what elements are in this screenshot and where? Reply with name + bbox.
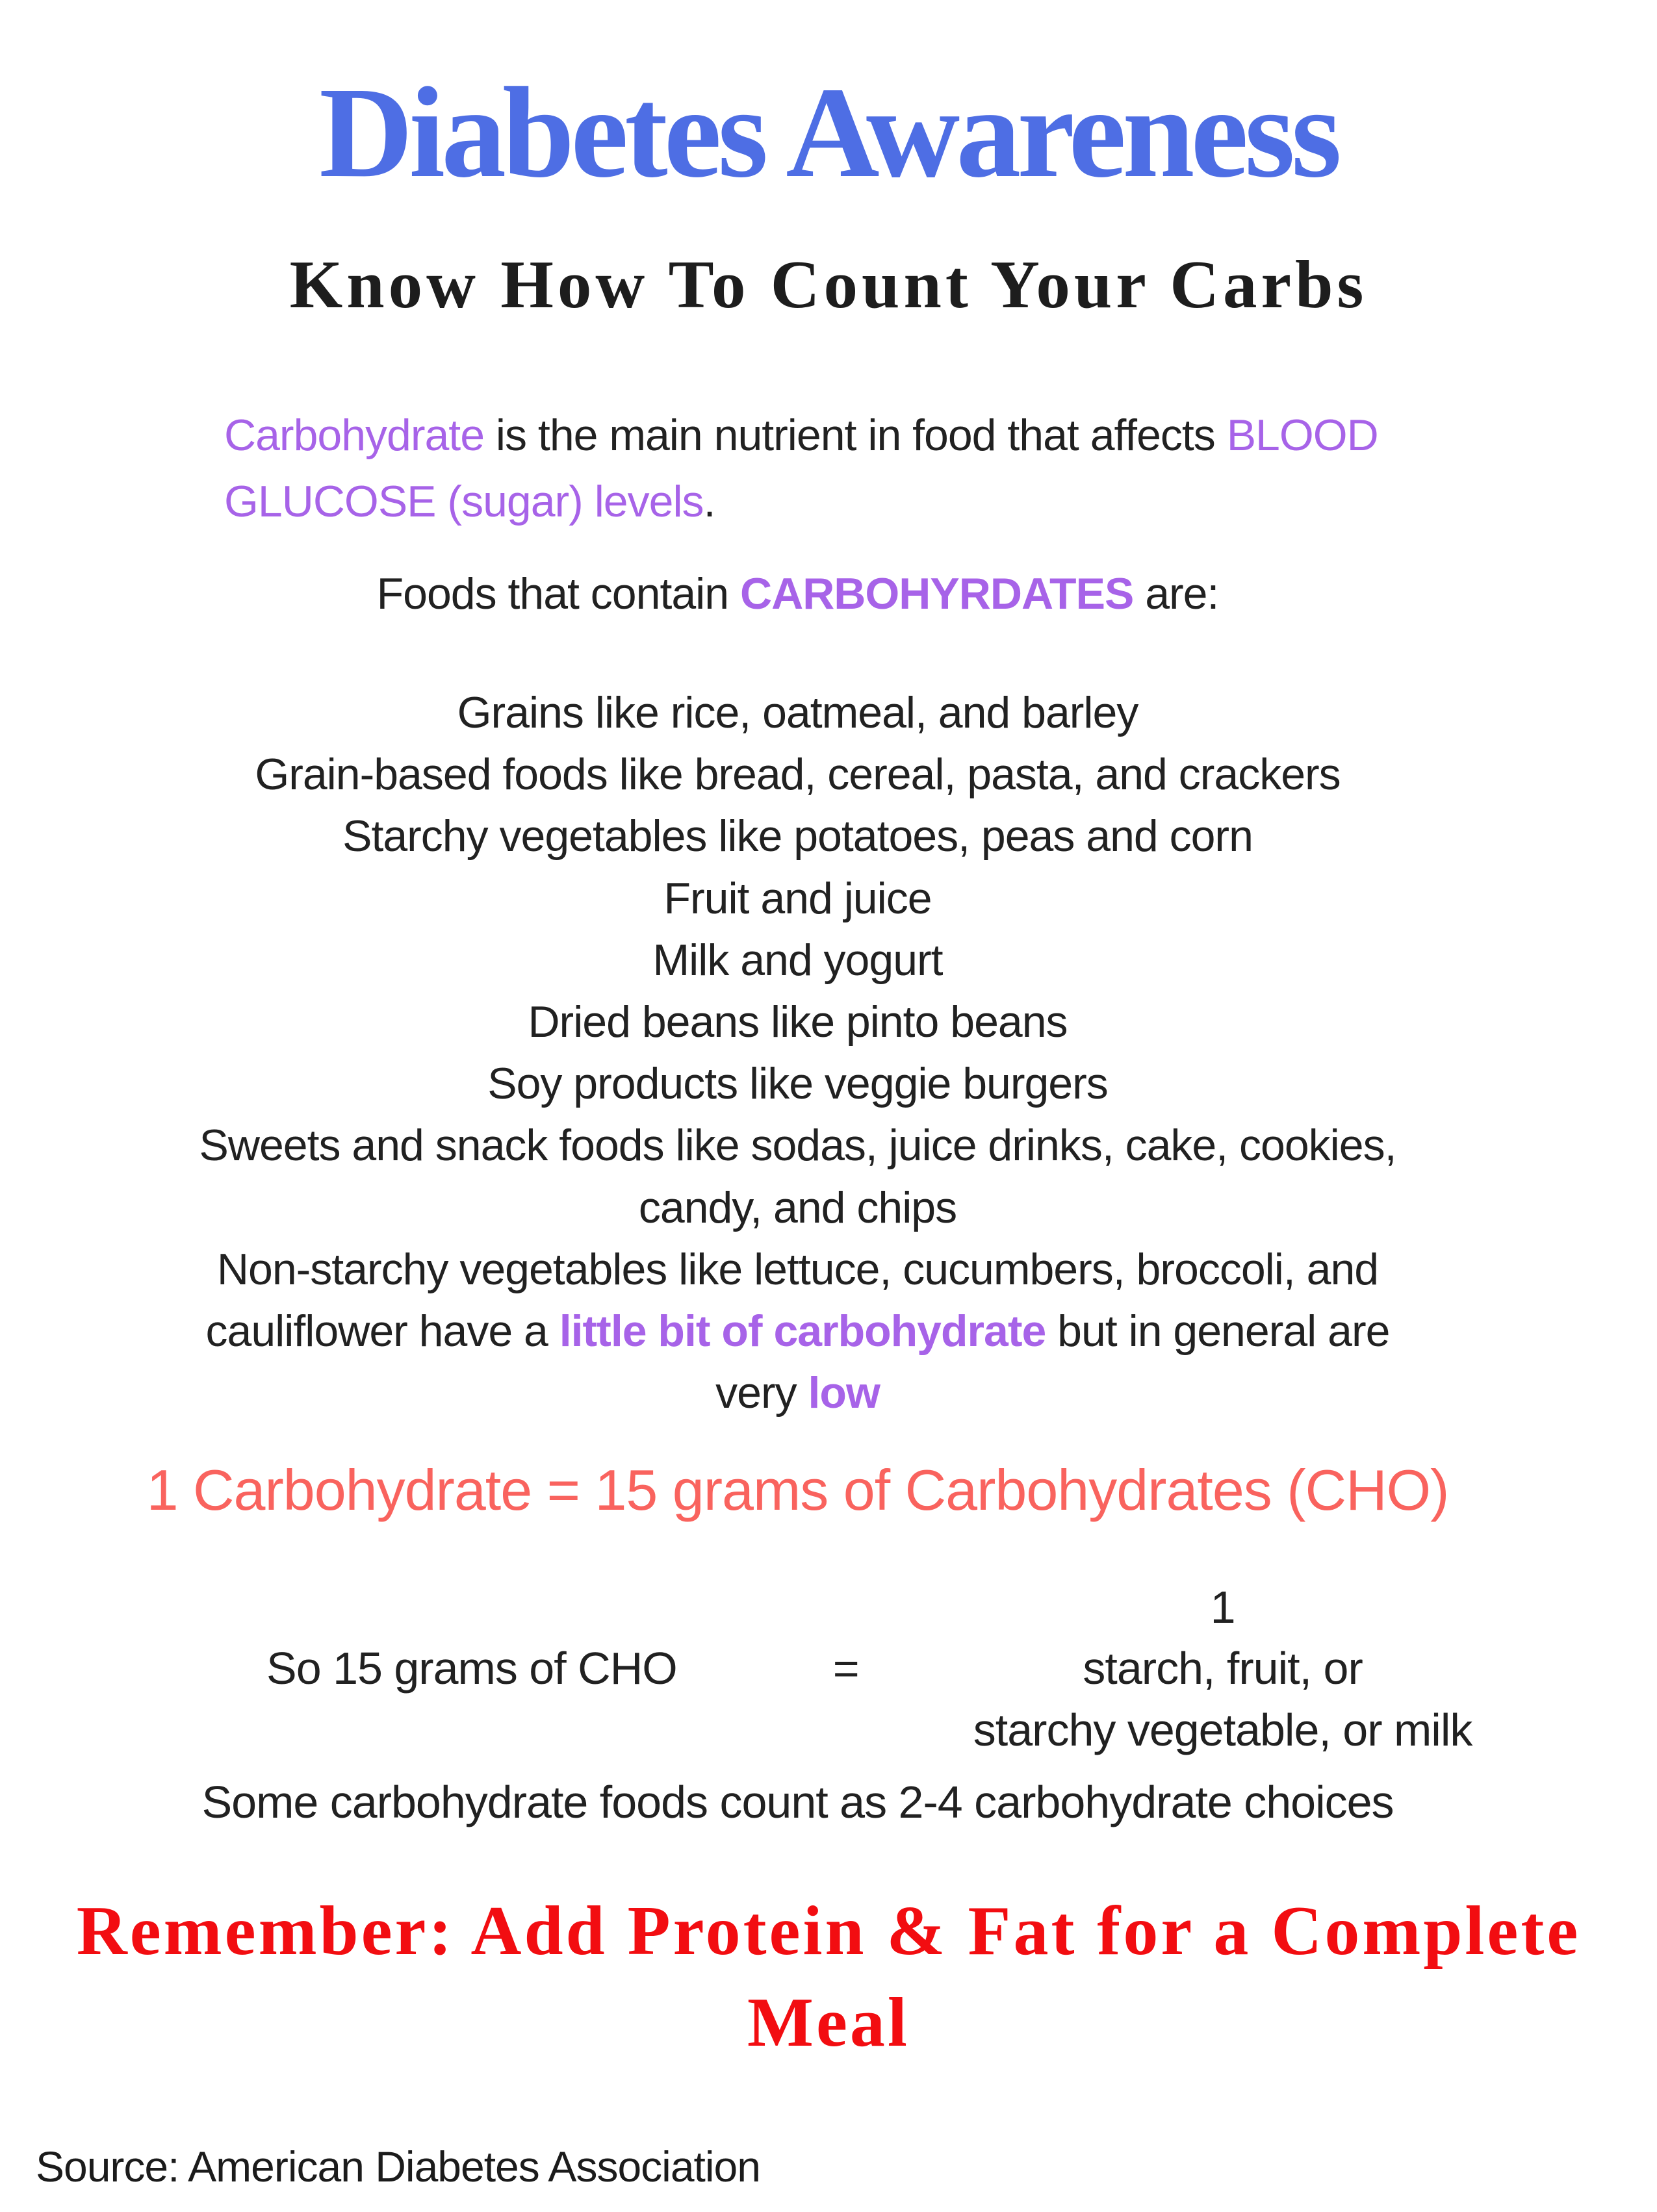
poster-page xyxy=(0,61,1657,2191)
source-attribution: Source: American Diabetes Association xyxy=(36,2142,760,2191)
food-line-starchy-veg: Starchy vegetables like potatoes, peas and corn xyxy=(342,811,1253,861)
intro-text: is the main nutrient in food that affects xyxy=(484,411,1227,460)
page-subtitle: Know How To Count Your Carbs xyxy=(289,246,1368,322)
food-line-nonstarchy: Non-starchy vegetables like lettuce, cucumbers, broccoli, and xyxy=(216,1244,1379,1294)
choices-note: Some carbohydrate foods count as 2-4 carbohydrate choices xyxy=(201,1777,1394,1828)
equation-left: So 15 grams of CHO xyxy=(266,1643,677,1694)
food-line-sweets: Sweets and snack foods like sodas, juice drinks, cake, cookies, xyxy=(199,1121,1396,1171)
carb-equation-row xyxy=(49,1577,1547,1761)
very-low-highlight: low xyxy=(808,1368,880,1418)
nonstarchy-highlight: little bit of carbohydrate xyxy=(559,1306,1046,1356)
food-line-grains: Grains like rice, oatmeal, and barley xyxy=(457,688,1138,737)
food-line-soy: Soy products like veggie burgers xyxy=(487,1059,1108,1109)
intro-period: . xyxy=(703,477,715,526)
food-line-beans: Dried beans like pinto beans xyxy=(528,997,1068,1047)
carb-equation-headline: 1 Carbohydrate = 15 grams of Carbohydrates (CHO) xyxy=(146,1458,1449,1523)
food-line-fruit: Fruit and juice xyxy=(663,873,932,923)
food-line-very-low xyxy=(49,1362,1547,1424)
equals-sign: = xyxy=(832,1643,859,1694)
remember-callout xyxy=(0,1886,1657,2068)
intro-highlight-carbohydrate: Carbohydrate xyxy=(224,411,485,460)
food-line-milk: Milk and yogurt xyxy=(652,935,943,985)
food-list xyxy=(49,682,1547,1424)
equation-right-line2: starchy vegetable, or milk xyxy=(973,1704,1472,1755)
foods-heading-pre: Foods that contain xyxy=(376,569,740,618)
remember-line1: Remember: Add Protein & Fat for a Complete xyxy=(76,1892,1581,1970)
equation-right-count: 1 xyxy=(1210,1581,1235,1633)
foods-heading-highlight: CARBOHYRDATES xyxy=(739,569,1134,618)
intro-paragraph xyxy=(224,402,1498,535)
intro-highlight-blood: BLOOD xyxy=(1226,411,1378,460)
page-title: Diabetes Awareness xyxy=(319,61,1338,205)
intro-highlight-glucose: GLUCOSE (sugar) levels xyxy=(224,477,704,526)
food-line-grain-based: Grain-based foods like bread, cereal, pasta, and crackers xyxy=(255,750,1341,800)
equation-right-line1: starch, fruit, or xyxy=(1083,1643,1363,1694)
food-line-nonstarchy-cont xyxy=(49,1301,1547,1362)
equation-right xyxy=(963,1577,1483,1761)
very-low-pre: very xyxy=(715,1368,808,1418)
content-column xyxy=(0,402,1657,1834)
nonstarchy-pre: cauliflower have a xyxy=(205,1306,559,1356)
remember-line2: Meal xyxy=(747,1983,910,2061)
nonstarchy-post: but in general are xyxy=(1046,1306,1390,1356)
foods-heading-post: are: xyxy=(1133,569,1219,618)
foods-heading xyxy=(49,561,1547,627)
food-line-sweets-cont: candy, and chips xyxy=(638,1182,957,1232)
